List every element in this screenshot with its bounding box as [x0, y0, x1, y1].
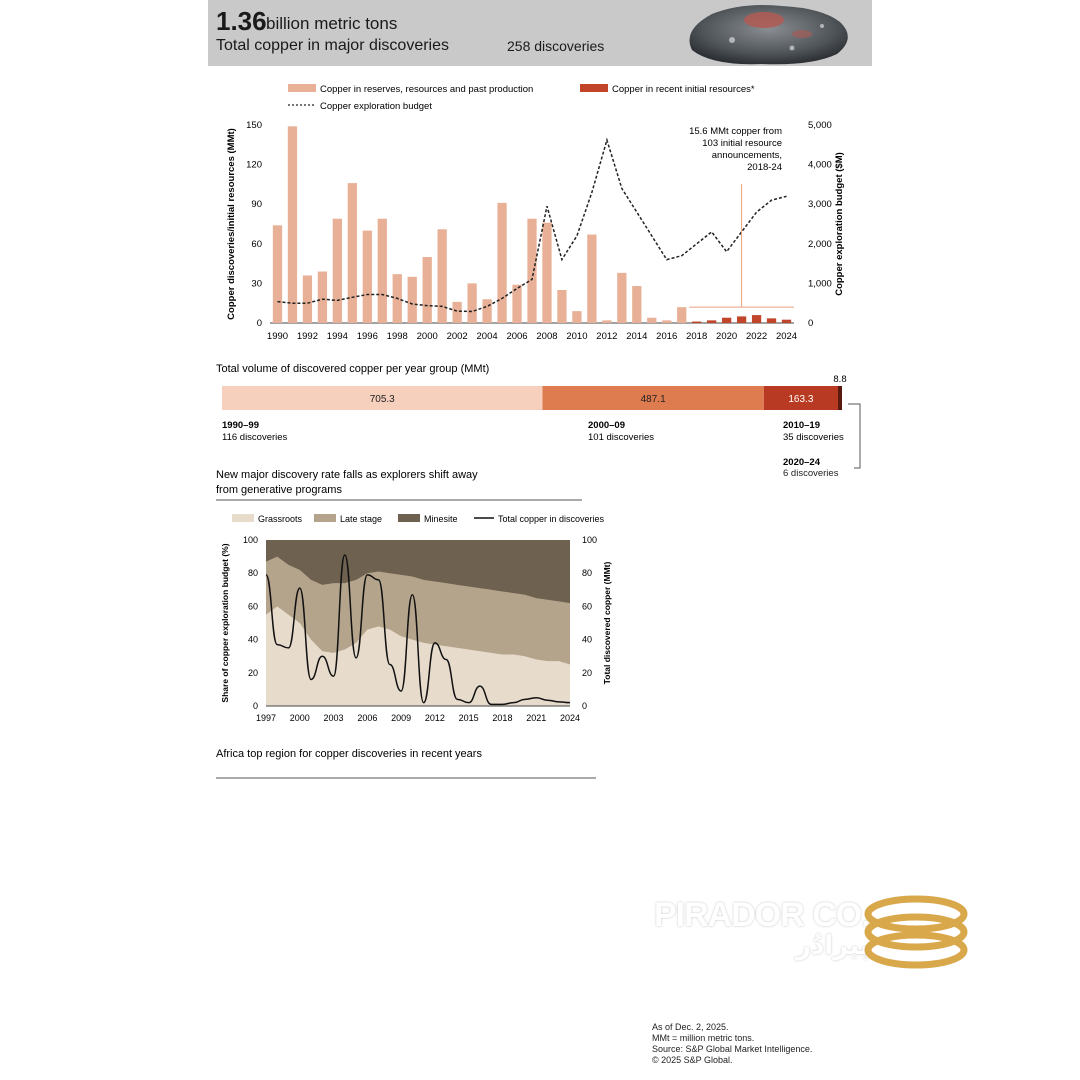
y-tick-label-right: 100 — [582, 535, 598, 545]
group-count: 116 discoveries — [222, 432, 288, 443]
bar-reserves — [363, 231, 372, 323]
y-tick-label-left: 60 — [247, 601, 258, 612]
bar-reserves — [303, 275, 312, 323]
legend-label: Late stage — [340, 514, 383, 524]
chart-title: New major discovery rate falls as explorers shift away — [216, 469, 478, 481]
group-count: 6 discoveries — [783, 468, 839, 479]
x-tick-label: 1998 — [386, 331, 408, 342]
y-tick-label-left: 120 — [246, 159, 262, 171]
x-tick-label: 2016 — [656, 331, 678, 342]
y-tick-label-left: 100 — [242, 535, 258, 545]
y-tick-label-right: 5,000 — [808, 120, 832, 131]
watermark-brand: پیرادُر — [796, 930, 870, 960]
bar-reserves — [587, 235, 596, 323]
x-tick-label: 2003 — [323, 713, 344, 723]
annotation-text: 103 initial resource — [702, 138, 782, 149]
annual-discoveries-chart — [208, 72, 848, 352]
x-tick-label: 1994 — [326, 331, 348, 342]
bar-initial-resources — [737, 316, 746, 323]
y-tick-label-right: 2,000 — [808, 238, 832, 250]
group-count: 35 discoveries — [783, 432, 844, 443]
chart-title: Africa top region for copper discoveries in recent years — [216, 748, 482, 760]
bar-reserves — [677, 307, 686, 323]
chart-title: from generative programs — [216, 484, 342, 496]
y-tick-label-left: 150 — [246, 120, 262, 131]
group-label: 2020–24 — [783, 457, 820, 468]
x-tick-label: 2012 — [596, 331, 618, 342]
watermark-text: PIRADOR CO. — [654, 896, 870, 934]
x-tick-label: 1997 — [255, 713, 277, 723]
x-tick-label: 2006 — [357, 713, 378, 723]
group-bracket — [848, 404, 860, 468]
footnote-line: Source: S&P Global Market Intelligence. — [652, 1044, 813, 1054]
footnote-line: © 2025 S&P Global. — [652, 1055, 733, 1065]
legend-swatch — [398, 514, 420, 522]
bar-reserves — [617, 273, 626, 323]
bar-reserves — [273, 225, 282, 323]
x-tick-label: 2010 — [566, 331, 588, 342]
bar-reserves — [423, 257, 432, 323]
bar-reserves — [647, 318, 656, 323]
x-tick-label: 2000 — [289, 713, 310, 723]
x-tick-label: 2006 — [506, 331, 528, 342]
legend-swatch — [580, 84, 608, 92]
group-bar-value: 163.3 — [788, 394, 814, 405]
group-count: 101 discoveries — [588, 432, 655, 443]
bar-reserves — [467, 283, 476, 323]
bar-reserves — [632, 286, 641, 323]
x-tick-label: 1996 — [356, 331, 378, 342]
bar-reserves — [557, 290, 566, 323]
x-tick-label: 2024 — [775, 331, 798, 342]
legend-label: Grassroots — [258, 514, 303, 524]
y-tick-label-left: 80 — [247, 568, 258, 579]
x-tick-label: 2012 — [424, 713, 445, 723]
bar-reserves — [572, 311, 581, 323]
y-axis-title-right: Total discovered copper (MMt) — [602, 561, 612, 685]
footnotes — [652, 1022, 812, 1066]
group-label: 2010–19 — [783, 420, 820, 431]
bar-reserves — [333, 219, 342, 323]
x-tick-label: 2024 — [559, 713, 581, 723]
bar-reserves — [482, 299, 491, 323]
y-tick-label-left: 60 — [251, 238, 262, 250]
bar-reserves — [527, 219, 536, 323]
y-tick-label-left: 20 — [247, 667, 258, 678]
bar-initial-resources — [707, 320, 716, 323]
legend-label: Total copper in discoveries — [498, 514, 605, 524]
annotation-text: 2018-24 — [747, 162, 782, 173]
footnote-line: As of Dec. 2, 2025. — [652, 1022, 729, 1032]
y-tick-label-left: 90 — [251, 199, 262, 211]
watermark — [654, 896, 994, 980]
watermark-logo-icon — [864, 890, 974, 974]
x-tick-label: 2022 — [746, 331, 768, 342]
y-tick-label-right: 4,000 — [808, 159, 832, 171]
bar-initial-resources — [722, 318, 731, 323]
headline-count: 258 discoveries — [507, 38, 605, 54]
exploration-stage-area-chart — [208, 462, 618, 724]
bar-reserves — [662, 320, 671, 323]
x-tick-label: 2002 — [446, 331, 468, 342]
bar-reserves — [542, 223, 551, 323]
bar-initial-resources — [752, 315, 761, 323]
y-tick-label-left: 0 — [252, 701, 258, 711]
y-tick-label-right: 0 — [582, 701, 588, 711]
y-tick-label-right: 20 — [582, 667, 593, 678]
group-label: 1990–99 — [222, 420, 259, 431]
bar-reserves — [602, 320, 611, 323]
group-bar-value: 8.8 — [833, 374, 847, 385]
y-tick-label-right: 3,000 — [808, 199, 832, 211]
y-tick-label-left: 0 — [256, 318, 262, 329]
headline-unit: billion metric tons — [266, 14, 398, 33]
y-tick-label-right: 1,000 — [808, 278, 832, 290]
headline-subtitle: Total copper in major discoveries — [216, 37, 449, 54]
annotation-text: 15.6 MMt copper from — [689, 126, 782, 137]
x-tick-label: 2018 — [686, 331, 708, 342]
footnote-line: MMt = million metric tons. — [652, 1033, 755, 1043]
bar-reserves — [408, 277, 417, 323]
y-axis-title-right: Copper exploration budget ($M) — [834, 152, 845, 296]
legend-swatch — [314, 514, 336, 522]
x-tick-label: 1990 — [266, 331, 289, 342]
bar-reserves — [318, 272, 327, 323]
legend-label: Copper in recent initial resources* — [612, 84, 755, 95]
y-tick-label-right: 80 — [582, 568, 593, 579]
chart-title: Total volume of discovered copper per year group (MMt) — [216, 363, 490, 375]
legend-swatch — [288, 84, 316, 92]
x-tick-label: 2008 — [536, 331, 558, 342]
legend-label: Copper in reserves, resources and past production — [320, 84, 534, 95]
annotation-text: announcements, — [711, 150, 782, 161]
x-tick-label: 2014 — [626, 331, 648, 342]
legend-label: Copper exploration budget — [320, 101, 432, 112]
group-label: 2000–09 — [588, 420, 625, 431]
x-tick-label: 2018 — [492, 713, 513, 723]
group-bar-value: 487.1 — [640, 394, 666, 405]
y-axis-title-left: Share of copper exploration budget (%) — [220, 543, 230, 703]
bar-initial-resources — [767, 318, 776, 323]
group-bar-segment — [838, 386, 842, 410]
group-bar-value: 705.3 — [369, 394, 395, 405]
bar-initial-resources — [782, 320, 791, 323]
bar-reserves — [288, 126, 297, 323]
y-tick-label-right: 60 — [582, 601, 593, 612]
y-tick-label-right: 0 — [808, 318, 814, 329]
bar-initial-resources — [692, 322, 701, 323]
bar-reserves — [438, 229, 447, 323]
bar-reserves — [348, 183, 357, 323]
y-tick-label-left: 30 — [251, 278, 262, 290]
bar-reserves — [378, 219, 387, 323]
x-tick-label: 2020 — [716, 331, 738, 342]
legend-swatch — [232, 514, 254, 522]
grade-bubble-chart — [208, 740, 638, 1060]
x-tick-label: 2015 — [458, 713, 479, 723]
y-axis-title-left: Copper discoveries/initial resources (MMt) — [226, 128, 237, 320]
volume-by-year-group-chart — [208, 360, 868, 472]
header-banner — [208, 0, 872, 66]
x-tick-label: 2009 — [391, 713, 412, 723]
y-tick-label-right: 40 — [582, 634, 593, 645]
x-tick-label: 1992 — [296, 331, 318, 342]
x-tick-label: 2000 — [416, 331, 438, 342]
x-tick-label: 2021 — [526, 713, 547, 723]
bar-reserves — [497, 203, 506, 323]
watermark-sub: تأمین کننده انواع محصولات معدنی و دیگر فلزات — [658, 937, 785, 959]
x-tick-label: 2004 — [476, 331, 498, 342]
headline-value: 1.36 — [216, 6, 267, 36]
y-tick-label-left: 40 — [247, 634, 258, 645]
bar-reserves — [453, 302, 462, 323]
copper-ore-image — [672, 0, 872, 66]
legend-label: Minesite — [424, 514, 458, 524]
